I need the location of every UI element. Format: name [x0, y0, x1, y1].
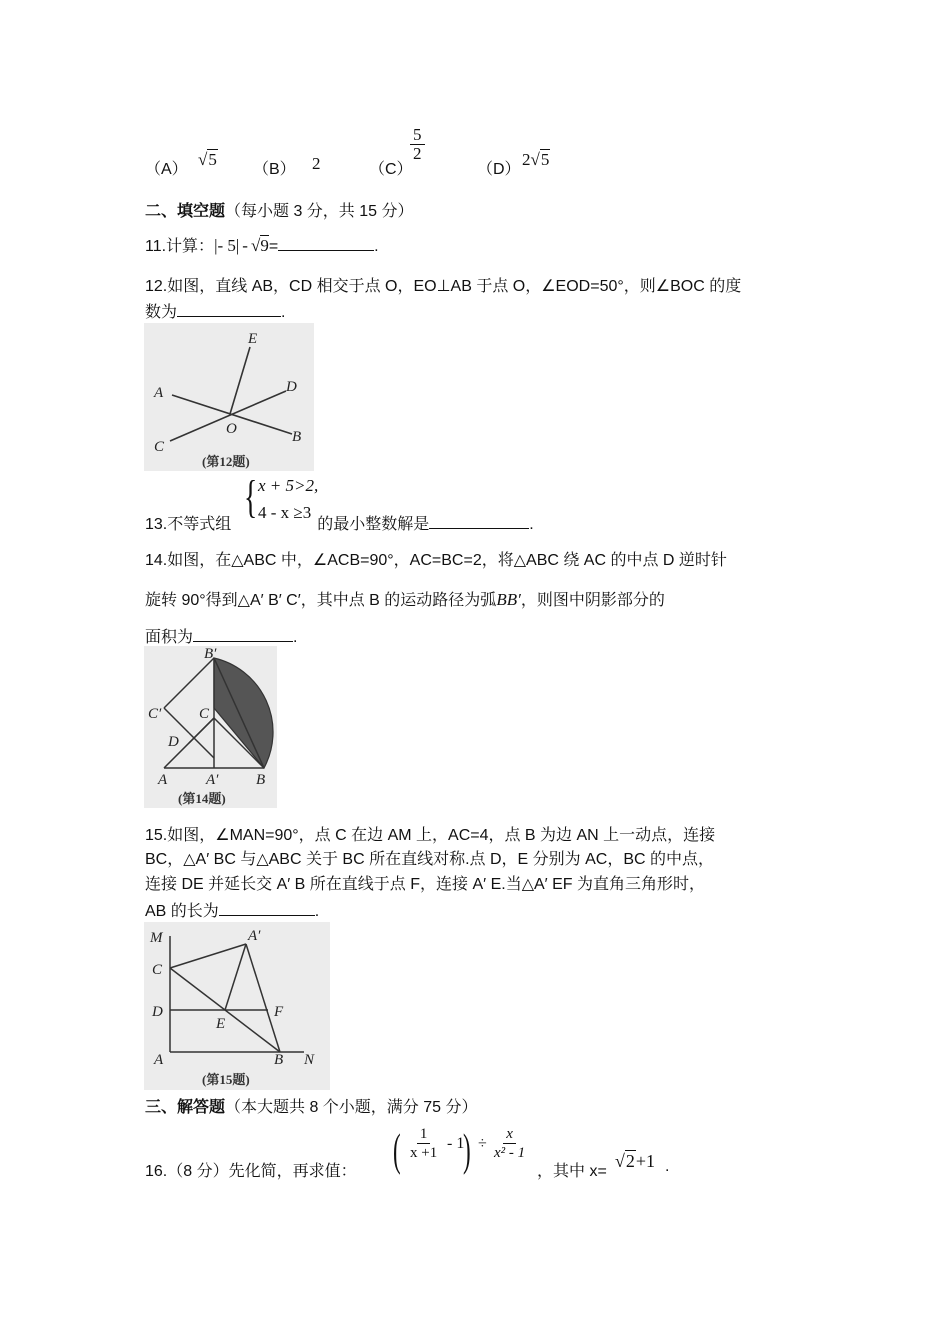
q15-label-m: M [150, 930, 163, 946]
q16-end: . [665, 1158, 670, 1175]
q16-minus-one: - 1 [447, 1135, 465, 1152]
q15-label-f: F [274, 1004, 284, 1020]
q14-caption: (第14题) [178, 791, 226, 806]
q14-shaded-region [214, 658, 273, 768]
q15-label-b: B [274, 1052, 284, 1068]
q11-equals: = [268, 238, 279, 255]
section2-heading [145, 201, 414, 223]
q11-answer-blank[interactable] [278, 234, 374, 251]
q16-value: √2+1 [615, 1151, 656, 1171]
q15-text-line2: BC，△A′ BC 与△ABC 关于 BC 所在直线对称.点 D，E 分别为 AC，BC 的中点， [145, 851, 714, 868]
q15-label-a1: A′ [248, 928, 261, 944]
figure-q15 [144, 922, 330, 1090]
q13-end: . [529, 516, 534, 533]
q14-text-line1: 14.如图，在△ABC 中，∠ACB=90°，AC=BC=2，将△ABC 绕 AC 的中点 D 逆时针 [145, 552, 727, 569]
q12-label-b: B [292, 429, 302, 445]
q15-text-line4 [145, 899, 319, 923]
q13-ineq1: x + 5>2, [258, 476, 319, 495]
section3-note: （本大题共 8 个小题，满分 75 分） [225, 1099, 478, 1116]
q11-prefix: 11.计算： [145, 238, 215, 255]
q12-end: . [281, 304, 286, 321]
q16-paren-open: ( [393, 1124, 401, 1175]
q15-label-d: D [152, 1004, 163, 1020]
option-b-label: （B） [253, 161, 296, 178]
q15-answer-blank[interactable] [219, 899, 315, 916]
q14-label-a1: A′ [206, 772, 219, 788]
q12-label-o: O [226, 421, 237, 437]
q15-text-line1: 15.如图，∠MAN=90°，点 C 在边 AM 上，AC=4，点 B 为边 AN 上一动点，连接 [145, 827, 716, 844]
option-b-value: 2 [312, 154, 321, 173]
q15-label-n: N [304, 1052, 315, 1068]
q15-end: . [314, 903, 320, 920]
q16-fraction-1: $\frac{1}{x +1}$ [410, 1126, 438, 1161]
q14-text-line2 [145, 589, 665, 612]
q15-label-a: A [154, 1052, 164, 1068]
q14-label-b1: B′ [204, 646, 217, 662]
option-d-value: 2√5 [522, 150, 550, 169]
q12-text-line1: 12.如图，直线 AB，CD 相交于点 O，EO⊥AB 于点 O，∠EOD=50°，则∠BOC 的度 [145, 278, 742, 295]
q12-label-c: C [154, 439, 165, 455]
q12-caption: (第12题) [202, 454, 250, 469]
q13-brace: { [244, 471, 258, 522]
section3-heading [145, 1097, 478, 1119]
q16-fraction-2: $\frac{x}{\text{x² - 1}}$ [494, 1126, 526, 1161]
option-a-value: √5 [198, 150, 217, 169]
option-a-label: （A） [145, 161, 188, 178]
section2-title: 二、填空题 [145, 203, 226, 220]
q14-answer-blank[interactable] [193, 625, 293, 642]
q12-label-d: D [286, 379, 297, 395]
q15-label-c: C [152, 962, 163, 978]
q12-prefix: 数为 [145, 304, 178, 321]
question-16 [145, 1125, 845, 1185]
q12-label-e: E [248, 331, 258, 347]
option-c-label: （C） [369, 161, 413, 178]
q13-ineq2: 4 - x ≥3 [258, 503, 312, 522]
q14-label-d: D [168, 734, 179, 750]
q16-paren-close: ) [463, 1124, 471, 1175]
q14-label-b: B [256, 772, 266, 788]
q15-text-line3: 连接 DE 并延长交 A′ B 所在直线于点 F，连接 A′ E.当△A′ EF 为直角三角形时， [145, 876, 706, 893]
option-d-label: （D） [477, 161, 521, 178]
figure-q14 [144, 646, 277, 808]
q14-text2a: 旋转 90°得到△A′ B′ C′，其中点 B 的运动路径为弧 [145, 592, 497, 609]
q15-caption: (第15题) [202, 1072, 250, 1087]
figure-q12 [144, 323, 314, 471]
q13-suffix: 的最小整数解是 [317, 516, 430, 533]
q14-label-a: A [158, 772, 168, 788]
q13-prefix: 13.不等式组 [145, 516, 232, 533]
q12-line-eo [230, 347, 250, 414]
q12-answer-blank[interactable] [177, 300, 281, 317]
q15-prefix: AB 的长为 [145, 903, 219, 920]
q13-answer-blank[interactable] [429, 512, 529, 529]
options-row [145, 125, 645, 188]
q12-label-a: A [154, 385, 164, 401]
section3-title: 三、解答题 [145, 1099, 226, 1116]
q12-text-line2 [145, 300, 285, 324]
q16-mid: ，其中 x= [537, 1163, 607, 1180]
q11-end: . [374, 238, 379, 255]
q14-label-c: C [199, 706, 210, 722]
question-11 [145, 234, 379, 258]
q11-expression: |- 5| - √9 [214, 236, 269, 255]
q14-label-c1: C′ [148, 706, 162, 722]
q16-divide: ÷ [478, 1135, 487, 1152]
q16-prefix: 16.（8 分）先化简，再求值： [145, 1163, 357, 1180]
option-c-fraction: $\frac{5}{2}$ [410, 126, 425, 163]
q14-prefix: 面积为 [145, 629, 194, 646]
q15-label-e: E [216, 1016, 226, 1032]
q14-text2b: ，则图中阴影部分的 [520, 592, 665, 609]
section2-note: （每小题 3 分，共 15 分） [225, 203, 414, 220]
question-13 [145, 512, 534, 536]
q14-end: . [293, 629, 298, 646]
q14-arc-label: BB′ [496, 590, 521, 609]
